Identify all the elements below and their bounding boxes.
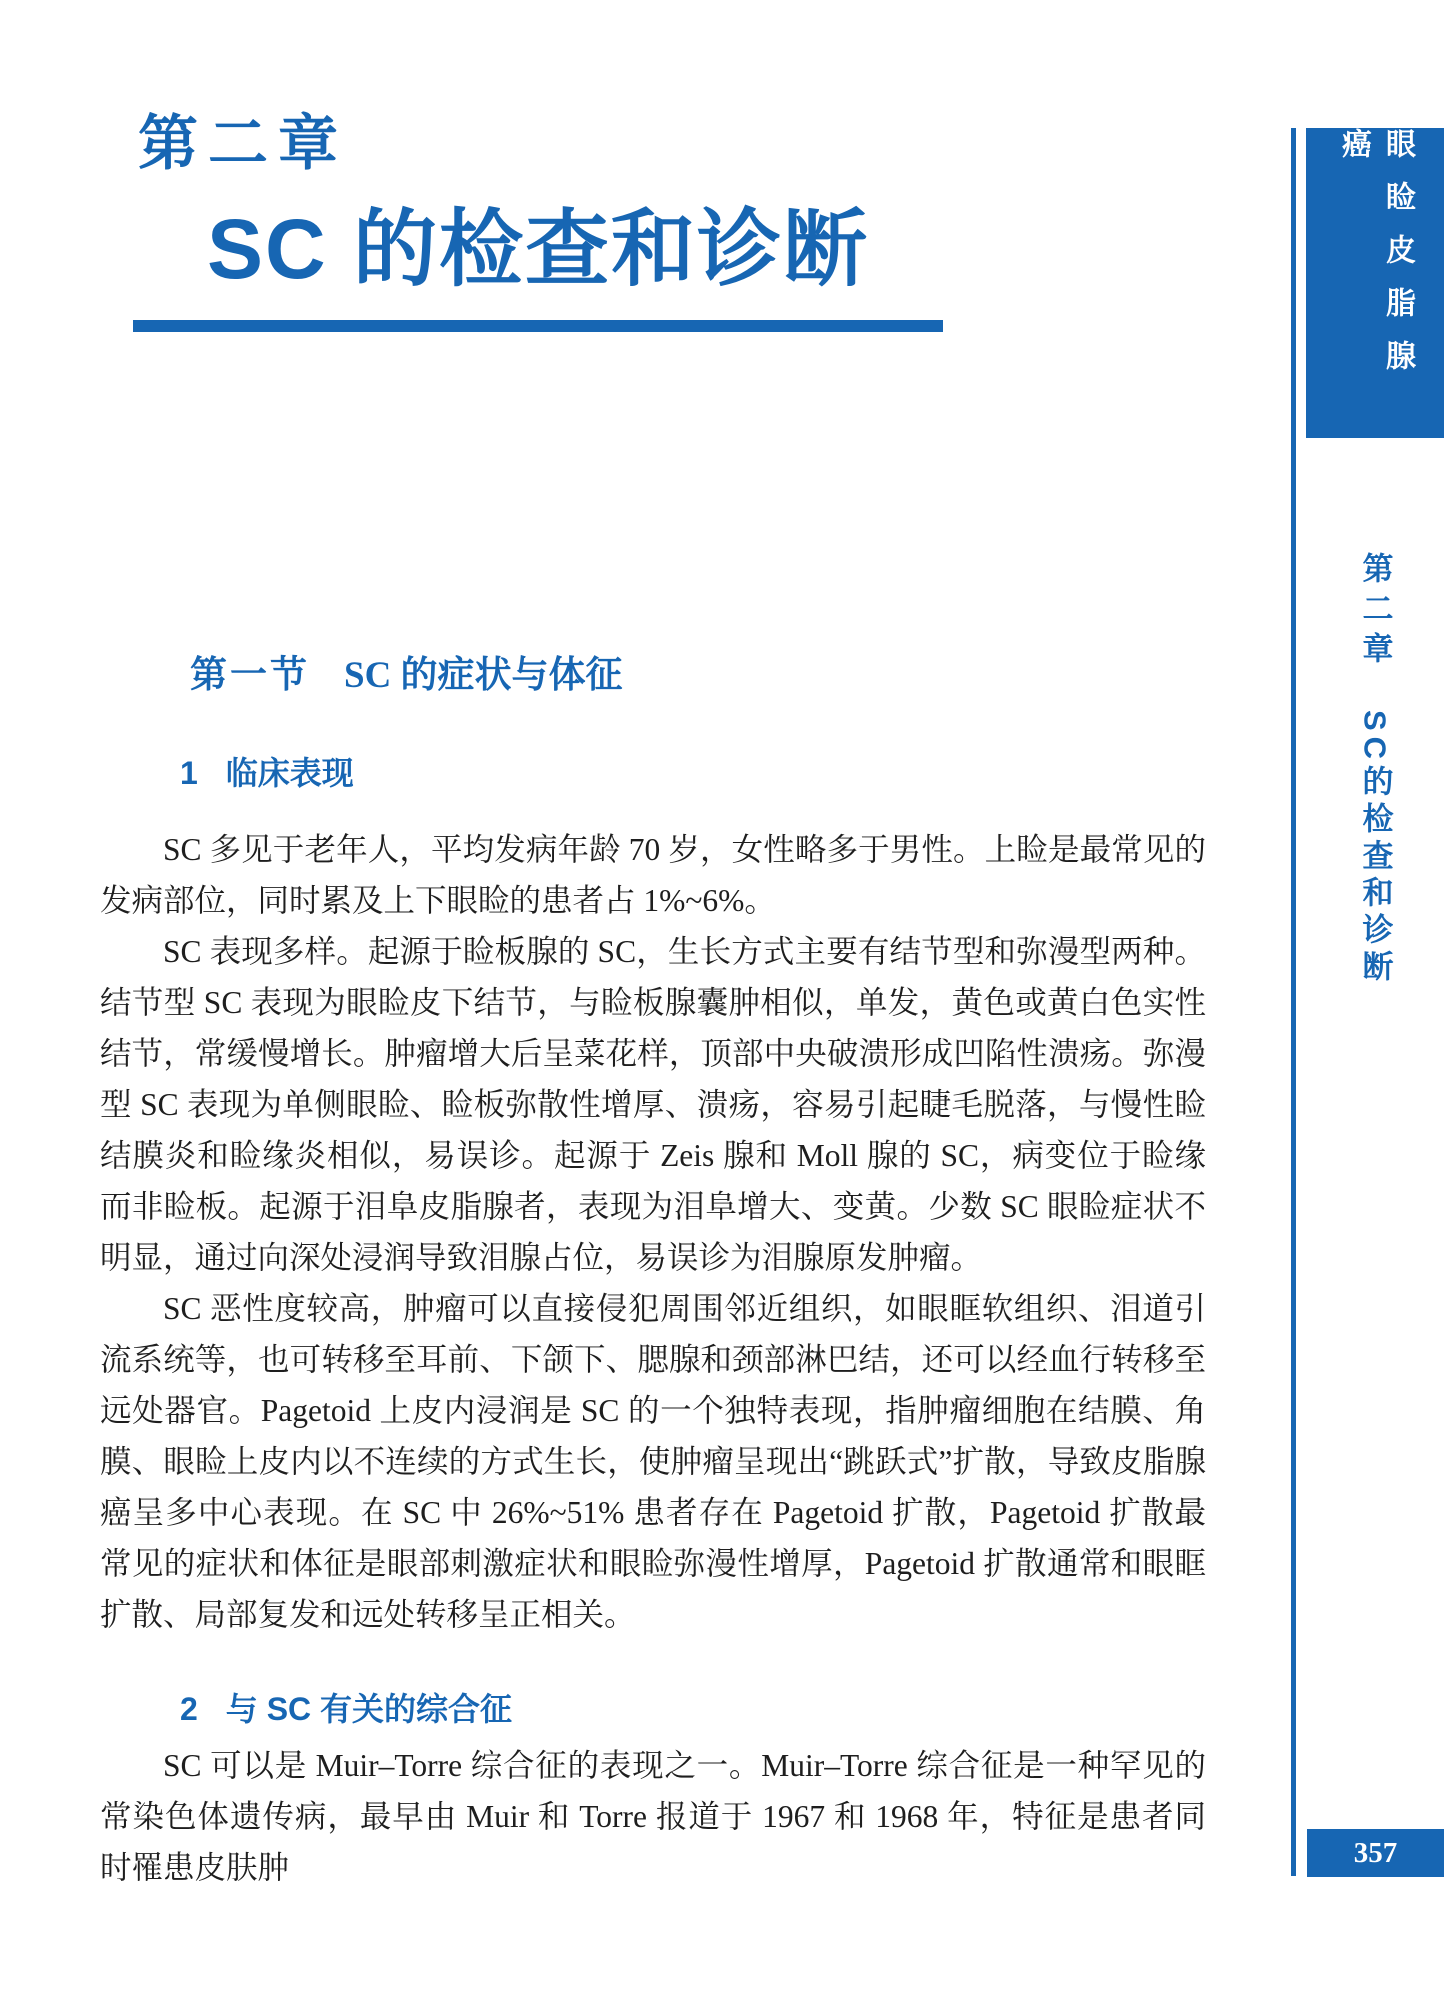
subsection-2-body [100,1740,1206,1893]
sidebar-book-title-banner [1306,128,1444,438]
paragraph: SC 恶性度较高，肿瘤可以直接侵犯周围邻近组织，如眼眶软组织、泪道引流系统等，也可转移至耳前、下颌下、腮腺和颈部淋巴结，还可以经血行转移至远处器官。Pagetoid 上皮内浸润是 SC 的一个独特表现，指肿瘤细胞在结膜、角膜、眼睑上皮内以不连续的方式生长，使肿瘤呈现出“跳跃式”扩散，导致皮脂腺癌呈多中心表现。在 SC 中 26%~51% 患者存在 Pagetoid 扩散，Pagetoid 扩散最常见的症状和体征是眼部刺激症状和眼睑弥漫性增厚，Pagetoid 扩散通常和眼眶扩散、局部复发和远处转移呈正相关。 [100,1291,1206,1632]
paragraph: SC 多见于老年人，平均发病年龄 70 岁，女性略多于男性。上睑是最常见的发病部位，同时累及上下眼睑的患者占 1%~6%。 [100,832,1206,918]
subsection-1-body [100,824,1206,1640]
sidebar-book-title: 眼睑皮脂腺癌 [1337,128,1414,393]
subsection-heading-1 [180,748,354,794]
section-heading [190,644,623,698]
subsection-2-number: 2 [180,1691,198,1727]
sidebar-chapter-tab [1306,552,1444,1392]
sidebar-vertical-rule [1291,128,1296,1876]
section-number: 第一节 [190,655,310,696]
sidebar-chapter-title: SC的检查和诊断 [1357,710,1393,988]
subsection-1-title: 临床表现 [225,755,354,791]
subsection-1-number: 1 [180,755,198,791]
page-number-badge [1307,1829,1444,1877]
page-number: 357 [1353,1836,1398,1869]
title-divider-rule [133,320,943,332]
section-title: SC 的症状与体征 [344,655,623,696]
subsection-heading-2 [180,1684,512,1730]
sidebar-chapter-label: 第二章 [1357,552,1393,672]
subsection-2-title: 与 SC 有关的综合征 [225,1691,513,1727]
sidebar-chapter-text [1353,552,1398,1392]
paragraph: SC 表现多样。起源于睑板腺的 SC，生长方式主要有结节型和弥漫型两种。结节型 SC 表现为眼睑皮下结节，与睑板腺囊肿相似，单发，黄色或黄白色实性结节，常缓慢增长。肿瘤增大后呈菜花样，顶部中央破溃形成凹陷性溃疡。弥漫型 SC 表现为单侧眼睑、睑板弥散性增厚、溃疡，容易引起睫毛脱落，与慢性睑结膜炎和睑缘炎相似，易误诊。起源于 Zeis 腺和 Moll 腺的 SC，病变位于睑缘而非睑板。起源于泪阜皮脂腺者，表现为泪阜增大、变黄。少数 SC 眼睑症状不明显，通过向深处浸润导致泪腺占位，易误诊为泪腺原发肿瘤。 [100,934,1206,1275]
page-title: SC 的检查和诊断 [206,202,870,296]
paragraph: SC 可以是 Muir–Torre 综合征的表现之一。Muir–Torre 综合征是一种罕见的常染色体遗传病，最早由 Muir 和 Torre 报道于 1967 和 1968 年，特征是患者同时罹患皮肤肿 [100,1748,1206,1885]
chapter-label: 第二章 [138,110,348,177]
